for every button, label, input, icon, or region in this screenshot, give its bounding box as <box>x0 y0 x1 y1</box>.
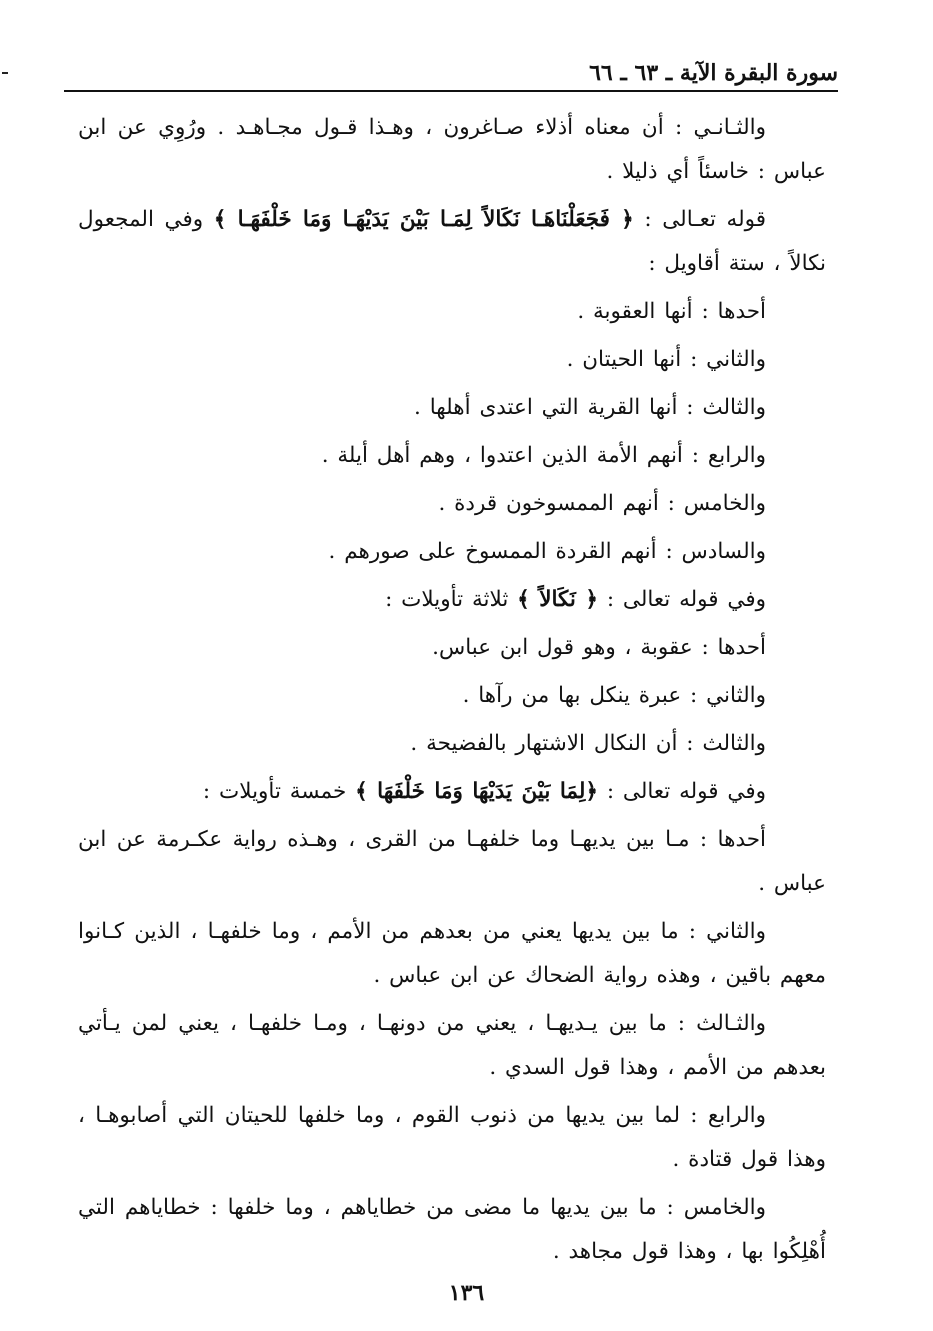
paragraph-text: خمسة تأويلات : <box>202 779 356 804</box>
paragraph-text: والثالث : أنها القرية التي اعتدى أهلها . <box>414 395 766 420</box>
paragraph-text: والثاني : أنها الحيتان . <box>566 347 766 372</box>
paragraph <box>78 1186 826 1274</box>
paragraph-text: والثـانـي : أن معناه أذلاء صـاغرون ، وهـذا قـول مجـاهـد . ورُوِي عن ابن عباس : خاسئاً أي ذليلا . <box>78 115 826 184</box>
list-item <box>78 578 826 622</box>
paragraph-text: والخامس : أنهم الممسوخون قردة . <box>438 491 766 516</box>
list-item <box>78 530 826 574</box>
paragraph-text: والرابع : أنهم الأمة الذين اعتدوا ، وهم أهل أيلة . <box>321 443 766 468</box>
paragraph <box>78 106 826 194</box>
quran-verse: ﴿لِمَا بَيْنَ يَدَيْهَا وَمَا خَلْفَهَا ﴾ <box>355 779 598 804</box>
paragraph-text: أحدها : مـا بين يديهـا وما خلفهـا من القرى ، وهـذه رواية عكـرمة عن ابن عباس . <box>78 827 826 896</box>
list-item <box>78 290 826 334</box>
paragraph-text: والخامس : ما بين يديها ما مضى من خطاياهم ، وما خلفها : خطاياهم التي أُهْلِكُوا بها ، وهذا قول مجاهد . <box>78 1195 826 1264</box>
list-item <box>78 338 826 382</box>
paragraph-text: وفي قوله تعالى : <box>597 779 766 804</box>
list-item <box>78 482 826 526</box>
paragraph <box>78 1002 826 1090</box>
paragraph-text: قوله تعـالى : <box>633 207 767 232</box>
list-item <box>78 674 826 718</box>
paragraph-text: أحدها : أنها العقوبة . <box>577 299 766 324</box>
header-title: سورة البقرة الآية ـ ٦٣ ـ ٦٦ <box>589 60 838 86</box>
paragraph-text: وفي المجعول نكالاً ، ستة أقاويل : <box>78 207 826 276</box>
paragraph <box>78 198 826 286</box>
paragraph-text: وفي قوله تعالى : <box>597 587 766 612</box>
paragraph-text: والرابع : لما بين يديها من ذنوب القوم ، وما خلفها للحيتان التي أصابوهـا ، وهذا قول قتادة . <box>78 1103 826 1172</box>
paragraph-text: ثلاثة تأويلات : <box>385 587 518 612</box>
list-item <box>78 434 826 478</box>
paragraph-text: والسادس : أنهم القردة الممسوخ على صورهم . <box>328 539 766 564</box>
paragraph-text: والثالث : أن النكال الاشتهار بالفضيحة . <box>410 731 766 756</box>
scan-edge-mark <box>2 72 8 74</box>
paragraph-text: والثـالث : ما بين يـديهـا ، يعني من دونهـا ، ومـا خلفهـا ، يعني لمن يـأتي بعدهم من الأمم ، وهذا قول السدي . <box>78 1011 826 1080</box>
quran-verse: ﴿ نَكَالاً ﴾ <box>517 587 598 612</box>
paragraph-text: والثاني : عبرة ينكل بها من رآها . <box>462 683 766 708</box>
paragraph <box>78 818 826 906</box>
list-item <box>78 626 826 670</box>
header-rule <box>64 90 838 92</box>
paragraph <box>78 1094 826 1182</box>
paragraph-text: أحدها : عقوبة ، وهو قول ابن عباس. <box>432 635 766 660</box>
list-item <box>78 386 826 430</box>
list-item <box>78 770 826 814</box>
page-number: ١٣٦ <box>448 1280 485 1306</box>
page-body <box>78 106 826 1274</box>
paragraph-text: والثاني : ما بين يديها يعني من بعدهم من الأمم ، وما خلفهـا ، الذين كـانوا معهم باقين ، وهذه رواية الضحاك عن ابن عباس . <box>78 919 826 988</box>
quran-verse: ﴿ فَجَعَلْنَاهَـا نَكَالاً لِمَـا بَيْنَ يَدَيْهَـا وَمَا خَلْفَهَـا ﴾ <box>213 207 634 232</box>
running-header <box>64 52 838 92</box>
list-item <box>78 722 826 766</box>
paragraph <box>78 910 826 998</box>
